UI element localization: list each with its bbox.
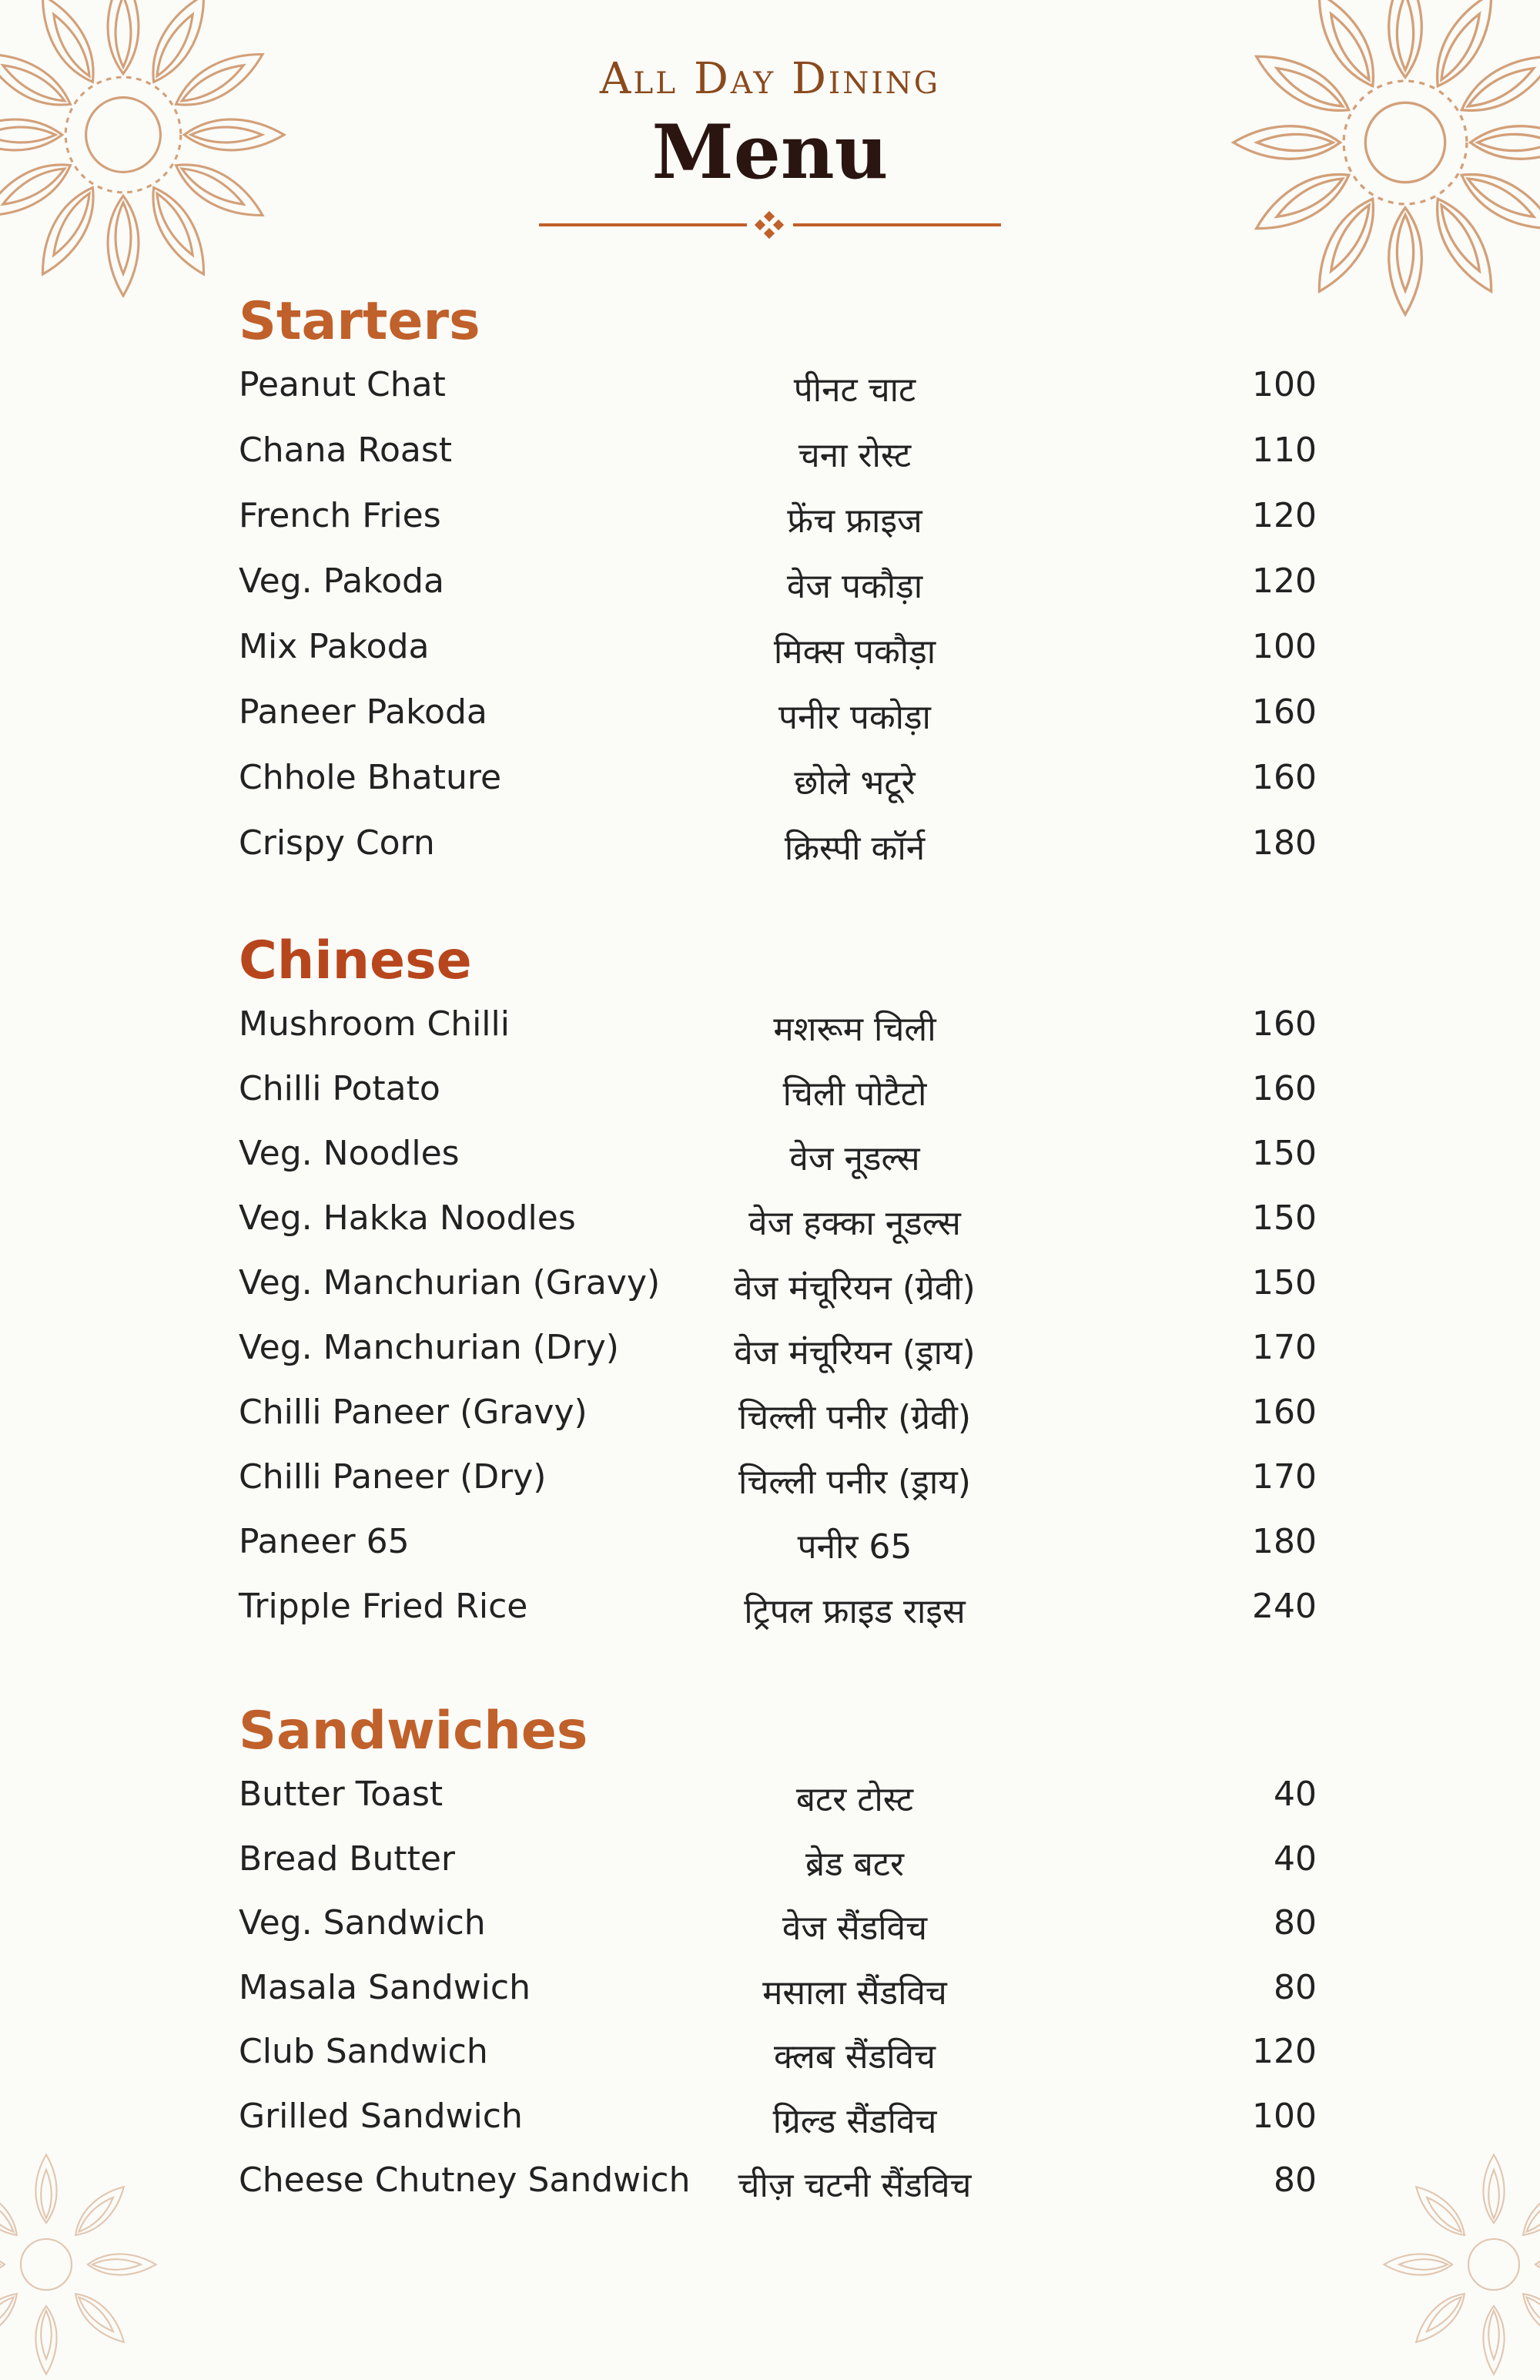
menu-item: [239, 1451, 1317, 1516]
mandala-ornament-icon: [1378, 2149, 1540, 2380]
menu-item: [239, 490, 1317, 555]
item-name: Paneer Pakoda: [239, 692, 487, 732]
item-name-hindi: ग्रिल्ड सैंडविच: [772, 2101, 937, 2141]
item-name: Mix Pakoda: [239, 627, 430, 666]
section-title: Sandwiches: [239, 1701, 588, 1762]
menu-item: [239, 1063, 1317, 1128]
item-name: Chilli Paneer (Dry): [239, 1457, 547, 1497]
item-name: Veg. Sandwich: [239, 1903, 486, 1943]
section-chinese: [239, 924, 1317, 1645]
item-price: 160: [1252, 1393, 1317, 1432]
menu-item: [239, 1962, 1317, 2026]
menu-item: [239, 2026, 1317, 2090]
item-name-hindi: ब्रेड बटर: [805, 1844, 904, 1884]
item-name-hindi: चीज़ चटनी सैंडविच: [738, 2166, 972, 2205]
item-name: Masala Sandwich: [239, 1967, 531, 2007]
item-name-hindi: छोले भटूरे: [794, 763, 916, 803]
item-name: Butter Toast: [239, 1775, 444, 1814]
menu-title: Menu: [651, 109, 889, 196]
menu-item: [239, 1192, 1317, 1257]
menu-item: [239, 1897, 1317, 1962]
menu-item: [239, 686, 1317, 752]
item-name: Veg. Noodles: [239, 1134, 460, 1173]
item-name: Cheese Chutney Sandwich: [239, 2160, 691, 2200]
item-name-hindi: वेज हक्का नूडल्स: [748, 1204, 961, 1243]
item-name: Grilled Sandwich: [239, 2096, 523, 2136]
menu-item: [239, 752, 1317, 817]
item-price: 150: [1252, 1263, 1317, 1302]
menu-header: [0, 54, 1540, 196]
item-name-hindi: पनीर 65: [797, 1527, 912, 1567]
menu-item: [239, 359, 1317, 424]
item-price: 240: [1252, 1587, 1317, 1626]
item-price: 160: [1252, 692, 1317, 732]
menu-item: [239, 1768, 1317, 1833]
item-price: 120: [1252, 496, 1317, 535]
menu-item: [239, 1128, 1317, 1192]
item-name: Peanut Chat: [239, 365, 446, 404]
item-name-hindi: क्लब सैंडविच: [773, 2037, 936, 2077]
item-price: 150: [1252, 1134, 1317, 1173]
item-price: 160: [1252, 1004, 1317, 1044]
mandala-ornament-icon: [0, 2149, 162, 2380]
item-name: Tripple Fried Rice: [239, 1587, 528, 1626]
item-name-hindi: चिल्ली पनीर (ग्रेवी): [738, 1398, 972, 1437]
item-price: 180: [1252, 1522, 1317, 1561]
item-name-hindi: चना रोस्ट: [798, 436, 912, 475]
menu-subtitle: All Day Dining: [599, 54, 941, 104]
menu-item: [239, 1386, 1317, 1451]
item-name-hindi: चिली पोटैटो: [782, 1074, 927, 1114]
menu-item: [239, 1257, 1317, 1322]
item-name-hindi: फ्रेंच फ्राइज: [787, 501, 922, 541]
item-name: Chilli Potato: [239, 1069, 440, 1108]
section-sandwiches: [239, 1694, 1317, 2219]
item-name: Chilli Paneer (Gravy): [239, 1393, 588, 1432]
item-name: Bread Butter: [239, 1839, 455, 1879]
menu-item: [239, 817, 1317, 883]
item-name-hindi: क्रिस्पी कॉर्न: [784, 829, 926, 868]
menu-item: [239, 1322, 1317, 1386]
section-title: Chinese: [239, 930, 472, 991]
item-name-hindi: वेज मंचूरियन (ड्राय): [734, 1333, 976, 1373]
menu-item: [239, 1581, 1317, 1645]
item-name: Veg. Pakoda: [239, 561, 444, 601]
item-price: 170: [1252, 1328, 1317, 1367]
item-price: 180: [1252, 823, 1317, 863]
item-name-hindi: वेज सैंडविच: [782, 1909, 928, 1948]
item-name-hindi: मसाला सैंडविच: [762, 1973, 947, 2013]
menu-item: [239, 621, 1317, 686]
item-name-hindi: पनीर पकोड़ा: [778, 698, 931, 737]
item-price: 110: [1252, 431, 1317, 470]
item-name: Veg. Hakka Noodles: [239, 1198, 576, 1238]
item-name-hindi: वेज नूडल्स: [789, 1139, 920, 1178]
item-price: 100: [1252, 365, 1317, 404]
item-name: Chana Roast: [239, 431, 453, 470]
item-price: 160: [1252, 1069, 1317, 1108]
title-divider: [531, 210, 1009, 240]
item-price: 150: [1252, 1198, 1317, 1238]
item-price: 40: [1274, 1839, 1317, 1879]
menu-item: [239, 998, 1317, 1063]
item-price: 170: [1252, 1457, 1317, 1497]
item-name: Club Sandwich: [239, 2032, 488, 2071]
item-name-hindi: बटर टोस्ट: [795, 1780, 914, 1819]
item-price: 120: [1252, 2032, 1317, 2071]
item-name: Veg. Manchurian (Dry): [239, 1328, 619, 1367]
item-price: 80: [1274, 1967, 1317, 2007]
menu-item: [239, 2154, 1317, 2219]
item-price: 40: [1274, 1775, 1317, 1814]
item-name: Mushroom Chilli: [239, 1004, 510, 1044]
item-name: Paneer 65: [239, 1522, 410, 1561]
item-name: French Fries: [239, 496, 441, 535]
menu-item: [239, 555, 1317, 621]
item-price: 100: [1252, 627, 1317, 666]
section-starters: [239, 285, 1317, 883]
item-price: 160: [1252, 758, 1317, 797]
item-price: 100: [1252, 2096, 1317, 2136]
item-name-hindi: वेज पकौड़ा: [786, 567, 923, 606]
item-name-hindi: चिल्ली पनीर (ड्राय): [738, 1463, 971, 1502]
menu-item: [239, 1833, 1317, 1898]
item-name-hindi: मशरूम चिली: [773, 1010, 936, 1049]
item-name-hindi: मिक्स पकौड़ा: [773, 632, 936, 672]
item-name-hindi: वेज मंचूरियन (ग्रेवी): [734, 1269, 976, 1308]
item-name: Crispy Corn: [239, 823, 435, 863]
section-title: Starters: [239, 291, 480, 352]
item-price: 80: [1274, 2160, 1317, 2200]
item-price: 80: [1274, 1903, 1317, 1943]
item-name: Chhole Bhature: [239, 758, 502, 797]
menu-item: [239, 2090, 1317, 2155]
menu-item: [239, 1516, 1317, 1581]
item-name-hindi: पीनट चाट: [793, 370, 916, 410]
menu-item: [239, 424, 1317, 490]
item-price: 120: [1252, 561, 1317, 601]
item-name: Veg. Manchurian (Gravy): [239, 1263, 661, 1302]
item-name-hindi: ट्रिपल फ्राइड राइस: [744, 1592, 966, 1631]
